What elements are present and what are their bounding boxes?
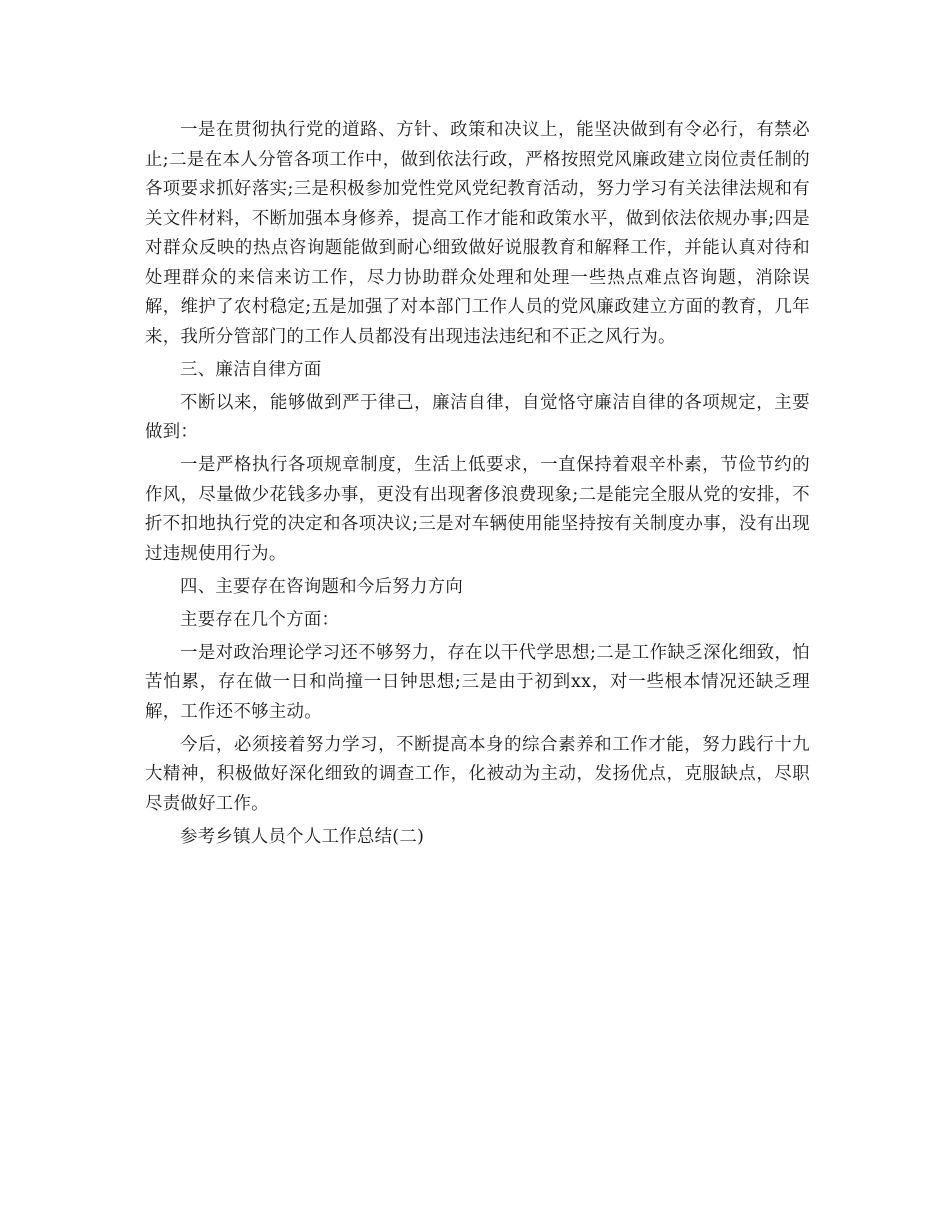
document-body — [145, 116, 810, 856]
section-heading-problems: 四、主要存在咨询题和今后努力方向 — [180, 576, 464, 597]
next-document-title: 参考乡镇人员个人工作总结(二) — [180, 826, 425, 847]
paragraph-integrity-details: 一是严格执行各项规章制度，生活上低要求，一直保持着艰辛朴素，节俭节约的作风，尽量做少花钱多办事，更没有出现奢侈浪费现象;二是能完全服从党的安排，不折不扣地执行党的决定和各项决议;三是对车辆使用能坚持按有关制度办事，没有出现过违规使用行为。 — [145, 455, 810, 564]
section-heading-integrity: 三、廉洁自律方面 — [180, 359, 322, 380]
paragraph-duties: 一是在贯彻执行党的道路、方针、政策和决议上，能坚决做到有令必行，有禁必止;二是在本人分管各项工作中，做到依法行政，严格按照党风廉政建立岗位责任制的各项要求抓好落实;三是积极参加党性党风党纪教育活动，努力学习有关法律法规和有关文件材料，不断加强本身修养，提高工作才能和政策水平，做到依法依规办事;四是对群众反映的热点咨询题能做到耐心细致做好说服教育和解释工作，并能认真对待和处理群众的来信来访工作，尽力协助群众处理和处理一些热点难点咨询题，消除误解，维护了农村稳定;五是加强了对本部门工作人员的党风廉政建立方面的教育，几年来，我所分管部门的工作人员都没有出现违法违纪和不正之风行为。 — [145, 120, 810, 347]
paragraph-problems-details: 一是对政治理论学习还不够努力，存在以干代学思想;二是工作缺乏深化细致，怕苦怕累，存在做一日和尚撞一日钟思想;三是由于初到xx，对一些根本情况还缺乏理解，工作还不够主动。 — [145, 642, 810, 722]
paragraph-future-direction: 今后，必须接着努力学习，不断提高本身的综合素养和工作才能，努力践行十九大精神，积极做好深化细致的调查工作，化被动为主动，发扬优点，克服缺点，尽职尽责做好工作。 — [145, 734, 810, 814]
paragraph-integrity-intro: 不断以来，能够做到严于律己，廉洁自律，自觉恪守廉洁自律的各项规定，主要做到： — [145, 392, 810, 442]
paragraph-problems-intro: 主要存在几个方面： — [180, 609, 340, 630]
